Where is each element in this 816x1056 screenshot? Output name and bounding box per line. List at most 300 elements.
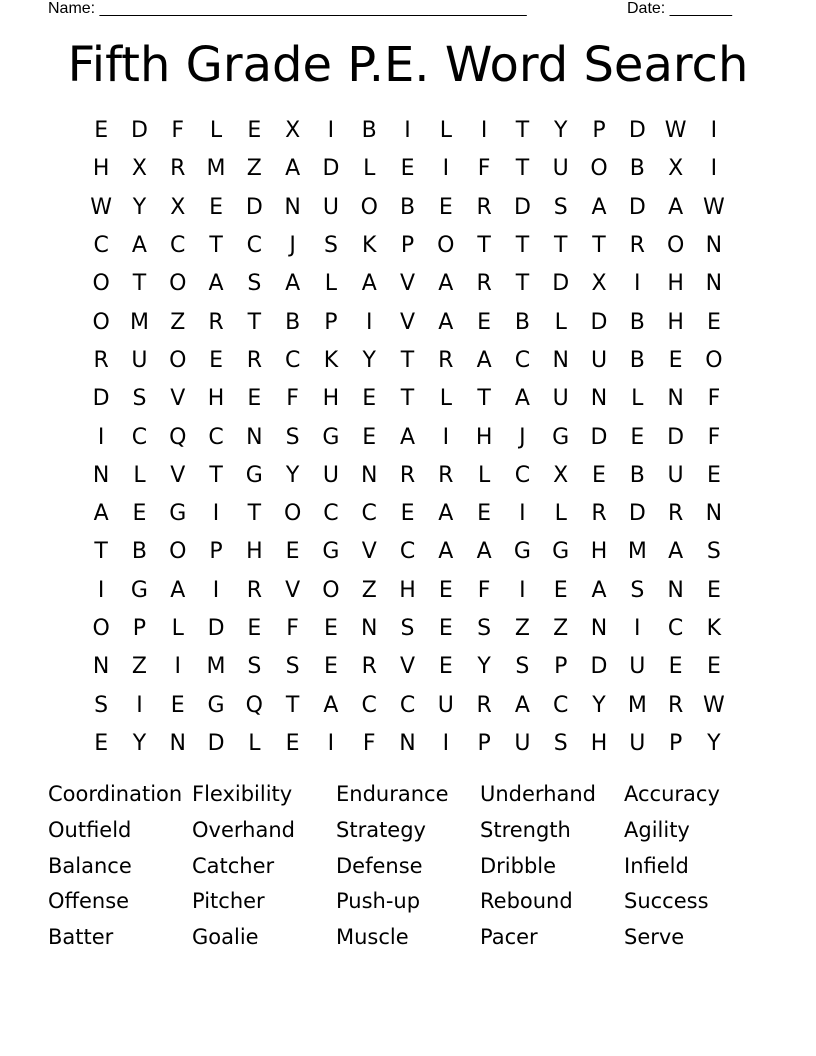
grid-letter: L [209,118,223,144]
grid-letter: D [552,271,570,297]
grid-letter: D [628,194,646,220]
grid-letter: G [513,539,531,565]
grid-letter: D [245,194,263,220]
letter-grid [82,112,734,763]
grid-letter: H [667,271,684,297]
grid-letter: E [94,730,109,756]
grid-letter: O [169,347,187,373]
grid-letter: V [399,309,416,335]
grid-letter: D [513,194,531,220]
grid-letter: Q [169,424,187,450]
grid-letter: R [170,156,186,182]
grid-letter: A [131,233,147,259]
grid-letter: L [363,156,376,182]
word-list-item: Flexibility [192,782,293,806]
grid-letter: O [92,271,110,297]
grid-letter: N [360,462,378,488]
word-list [48,777,768,956]
grid-letter: L [477,462,491,488]
grid-letter: I [710,118,718,144]
grid-letter: F [477,156,491,182]
grid-letter: E [706,654,721,680]
grid-letter: E [209,194,223,220]
grid-letter: H [667,309,684,335]
word-list-item: Serve [624,925,685,949]
word-list-item: Catcher [192,853,275,878]
grid-letter: E [285,730,300,756]
grid-letter: E [209,347,223,373]
grid-letter: V [170,462,186,488]
grid-letter: L [439,118,452,144]
grid-row [82,265,734,303]
grid-letter: D [92,386,110,412]
grid-letter: A [591,577,607,603]
grid-letter: S [285,424,300,450]
grid-letter: N [590,616,608,641]
grid-letter: F [171,118,185,144]
grid-letter: T [515,233,530,259]
grid-letter: E [94,118,109,144]
word-list-item: Pitcher [192,889,265,914]
name-field-label: Name: ________________________________________________ [48,0,527,17]
grid-letter: U [131,347,148,373]
grid-letter: I [710,156,718,182]
grid-letter: N [399,730,416,756]
grid-letter: X [668,156,684,182]
grid-letter: H [207,386,225,412]
grid-letter: G [169,501,187,527]
grid-letter: S [247,271,262,297]
grid-letter: B [629,462,645,488]
grid-letter: I [136,692,143,718]
grid-letter: A [93,501,109,527]
grid-row [82,533,734,571]
grid-row [82,342,734,380]
grid-letter: I [634,616,641,641]
grid-letter: V [285,577,301,603]
word-list-item: Defense [336,853,423,878]
grid-letter: M [129,309,149,335]
grid-letter: Y [285,462,300,488]
grid-letter: F [707,386,721,412]
word-list-item: Coordination [48,782,183,806]
grid-letter: A [208,271,224,297]
grid-letter: N [360,616,378,641]
grid-letter: B [131,539,147,565]
grid-letter: I [97,577,105,603]
grid-letter: Y [132,194,147,220]
grid-letter: W [703,692,725,718]
header-line [48,0,748,20]
grid-letter: A [399,424,416,450]
grid-letter: E [438,616,453,641]
grid-letter: S [94,692,109,718]
grid-letter: B [285,309,301,335]
grid-letter: U [629,730,646,756]
grid-letter: I [327,118,335,144]
grid-letter: O [437,233,455,259]
grid-letter: W [90,194,113,220]
grid-letter: I [174,654,181,680]
word-list-item: Muscle [336,925,409,949]
grid-letter: F [286,616,299,641]
grid-letter: R [438,462,454,488]
grid-letter: F [707,424,721,450]
grid-letter: T [553,233,568,259]
grid-letter: D [667,424,685,450]
grid-letter: D [130,118,148,144]
grid-letter: M [627,692,647,718]
grid-letter: O [590,156,608,182]
grid-row [82,495,734,533]
grid-letter: E [477,309,492,335]
grid-letter: N [705,501,723,527]
grid-letter: V [361,539,377,565]
grid-letter: Y [132,730,147,756]
grid-letter: I [212,577,220,603]
grid-letter: C [553,692,569,718]
grid-letter: R [476,692,492,718]
grid-letter: Y [477,654,491,680]
grid-letter: C [514,347,531,373]
grid-letter: A [668,194,684,220]
word-list-item: Agility [624,817,690,842]
grid-letter: D [207,616,225,641]
grid-letter: R [629,233,645,259]
grid-letter: H [92,156,110,182]
grid-letter: I [480,118,488,144]
grid-letter: C [399,539,416,565]
grid-letter: O [169,271,187,297]
grid-letter: O [283,501,302,527]
grid-letter: E [362,386,377,412]
grid-letter: P [592,118,606,144]
grid-letter: C [131,424,148,450]
grid-letter: T [515,271,530,297]
grid-letter: C [93,233,109,259]
grid-letter: U [437,692,454,718]
grid-letter: E [438,194,453,220]
grid-letter: G [207,692,225,718]
grid-letter: E [400,156,415,182]
grid-letter: S [706,539,721,565]
grid-letter: T [400,386,415,412]
grid-letter: P [400,233,415,259]
grid-letter: V [399,654,416,680]
grid-letter: M [206,156,226,182]
grid-row [82,150,734,188]
word-list-item: Success [624,889,709,914]
word-list-item: Strategy [336,817,426,842]
grid-row [82,189,734,227]
word-list-item: Dribble [480,853,557,878]
grid-letter: G [322,424,340,450]
grid-letter: P [209,539,223,565]
grid-letter: S [323,233,338,259]
grid-row [82,227,734,265]
grid-letter: C [246,233,263,259]
grid-letter: E [400,501,415,527]
grid-letter: T [94,539,108,565]
word-list-item: Rebound [480,889,573,914]
grid-letter: G [322,539,340,565]
grid-letter: E [285,539,300,565]
grid-letter: C [399,692,416,718]
grid-letter: I [212,501,220,527]
grid-letter: T [515,156,530,182]
grid-letter: Y [362,347,376,373]
grid-letter: E [706,462,721,488]
grid-letter: B [629,156,645,182]
grid-letter: L [133,462,146,488]
grid-letter: U [322,462,339,488]
grid-letter: S [630,577,645,603]
grid-letter: A [323,692,339,718]
grid-letter: R [93,347,109,373]
grid-letter: F [362,730,376,756]
grid-letter: E [706,577,721,603]
grid-letter: A [476,347,492,373]
grid-letter: G [552,539,570,565]
grid-letter: E [438,577,453,603]
grid-letter: A [438,501,454,527]
grid-letter: P [554,654,568,680]
grid-letter: E [323,654,338,680]
grid-letter: E [362,424,377,450]
grid-letter: A [668,539,684,565]
grid-letter: E [132,501,147,527]
grid-letter: R [476,271,492,297]
grid-letter: T [477,233,491,259]
grid-letter: W [664,118,687,144]
grid-letter: I [519,501,526,527]
grid-letter: P [324,309,338,335]
grid-letter: Y [707,730,721,756]
grid-letter: R [667,501,684,527]
grid-letter: R [361,654,377,680]
grid-letter: G [130,577,148,603]
grid-letter: J [519,424,526,450]
grid-letter: H [322,386,340,412]
grid-letter: P [477,730,491,756]
grid-letter: P [668,730,683,756]
grid-letter: I [327,730,335,756]
grid-letter: X [285,118,301,144]
grid-letter: D [628,501,646,527]
grid-letter: I [404,118,411,144]
word-list-item: Endurance [336,782,449,806]
grid-letter: D [628,118,646,144]
grid-letter: A [361,271,377,297]
grid-letter: U [552,156,569,182]
grid-letter: S [477,616,492,641]
grid-letter: E [668,654,683,680]
grid-letter: J [289,233,296,259]
grid-letter: H [590,730,608,756]
grid-letter: L [324,271,338,297]
grid-letter: Z [361,577,377,603]
word-list-item: Pacer [480,925,538,949]
grid-letter: K [323,347,339,373]
grid-letter: C [208,424,224,450]
grid-letter: I [442,156,450,182]
grid-letter: K [706,616,722,641]
grid-letter: S [247,654,262,680]
grid-letter: F [477,577,491,603]
grid-letter: S [400,616,415,641]
grid-letter: I [442,424,450,450]
grid-letter: D [590,654,608,680]
grid-letter: B [361,118,377,144]
grid-letter: Y [592,692,606,718]
grid-letter: E [323,616,338,641]
grid-letter: H [590,539,608,565]
grid-letter: Z [553,616,569,641]
grid-letter: N [284,194,301,220]
grid-letter: R [438,347,454,373]
grid-letter: L [554,501,567,527]
word-list-item: Batter [48,925,114,949]
grid-letter: D [207,730,225,756]
grid-row [82,112,734,150]
grid-letter: O [92,616,110,641]
grid-letter: D [322,156,340,182]
grid-letter: I [442,730,450,756]
grid-letter: N [169,730,186,756]
grid-letter: E [668,347,683,373]
grid-letter: U [590,347,608,373]
grid-letter: N [92,654,110,680]
grid-letter: L [631,386,644,412]
grid-letter: T [132,271,147,297]
grid-letter: O [666,233,685,259]
grid-letter: S [132,386,147,412]
grid-letter: E [247,118,262,144]
grid-row [82,418,734,456]
grid-letter: E [247,616,262,641]
grid-letter: R [476,194,492,220]
grid-letter: T [247,501,262,527]
grid-letter: M [627,539,647,565]
grid-letter: C [170,233,186,259]
grid-letter: A [438,271,454,297]
grid-row [82,686,734,724]
word-list-item: Push-up [336,889,421,914]
grid-letter: S [553,730,568,756]
grid-letter: R [246,347,262,373]
grid-letter: N [705,233,723,259]
grid-letter: L [248,730,261,756]
grid-letter: U [629,654,646,680]
word-list-item: Overhand [192,817,295,842]
grid-letter: F [286,386,299,412]
grid-letter: C [284,347,301,373]
word-list-item: Goalie [192,925,259,949]
grid-letter: R [246,577,262,603]
grid-letter: A [514,692,530,718]
grid-letter: X [131,156,147,182]
grid-letter: T [209,462,223,488]
grid-letter: Z [170,309,186,335]
grid-letter: L [554,309,567,335]
grid-letter: O [169,539,187,565]
grid-letter: E [630,424,645,450]
grid-letter: X [170,194,186,220]
grid-letter: H [475,424,493,450]
grid-letter: A [591,194,607,220]
grid-letter: K [362,233,377,259]
grid-letter: A [170,577,186,603]
grid-row [82,572,734,610]
grid-letter: N [552,347,569,373]
grid-letter: T [515,118,530,144]
grid-letter: R [667,692,684,718]
grid-letter: U [667,462,684,488]
grid-letter: N [246,424,263,450]
grid-letter: D [590,424,608,450]
grid-row [82,457,734,495]
grid-letter: V [170,386,186,412]
grid-letter: M [206,654,226,680]
grid-row [82,380,734,418]
grid-row [82,725,734,763]
word-list-item: Underhand [480,782,597,806]
grid-letter: T [477,386,491,412]
grid-letter: X [553,462,569,488]
grid-letter: A [438,539,454,565]
grid-letter: R [208,309,224,335]
grid-letter: E [553,577,568,603]
grid-letter: A [438,309,454,335]
grid-letter: L [439,386,452,412]
grid-letter: E [247,386,262,412]
grid-letter: P [132,616,147,641]
word-list-item: Infield [624,853,689,878]
grid-letter: B [399,194,416,220]
word-list-item: Outfield [48,817,132,842]
grid-letter: H [399,577,416,603]
grid-letter: T [285,692,300,718]
grid-letter: Q [245,692,263,718]
grid-letter: N [705,271,723,297]
grid-letter: V [399,271,416,297]
grid-letter: C [361,692,377,718]
grid-row [82,303,734,341]
grid-letter: Y [553,118,568,144]
grid-letter: I [365,309,373,335]
grid-letter: C [667,616,684,641]
grid-letter: B [629,309,645,335]
grid-letter: I [97,424,105,450]
grid-letter: A [476,539,492,565]
word-list-item: Offense [48,889,130,914]
grid-row [82,648,734,686]
grid-letter: W [703,194,725,220]
grid-letter: E [706,309,721,335]
grid-letter: R [399,462,416,488]
grid-letter: B [629,347,645,373]
date-field-label: Date: _______ [627,0,732,17]
grid-letter: N [667,386,684,412]
grid-letter: E [170,692,185,718]
grid-row [82,610,734,648]
grid-letter: O [322,577,340,603]
grid-letter: T [209,233,223,259]
grid-letter: D [590,309,608,335]
grid-letter: C [323,501,339,527]
grid-letter: U [552,386,569,412]
grid-letter: A [285,156,301,182]
